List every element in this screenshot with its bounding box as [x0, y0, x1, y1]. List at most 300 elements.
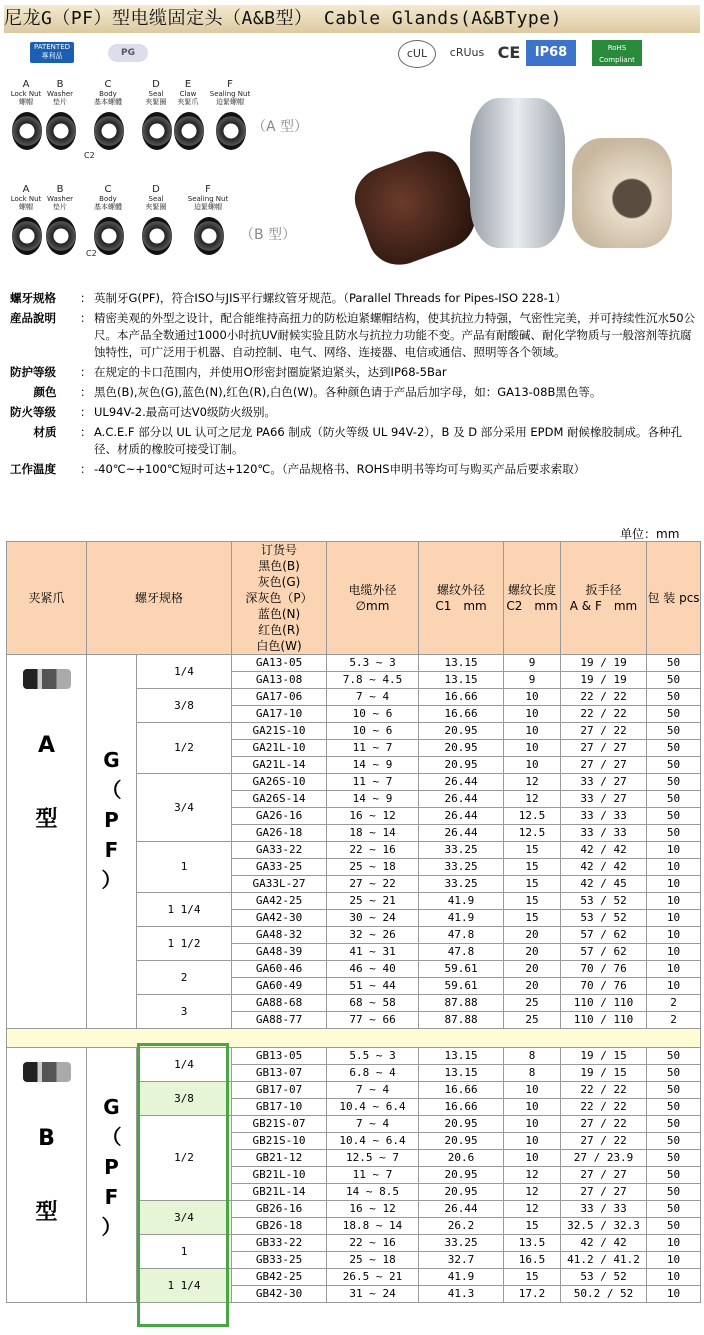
b-cell-5: 10 — [647, 1286, 701, 1303]
a-cell-2: 41.9 — [419, 893, 504, 910]
header-line: 灰色(G) — [257, 575, 301, 589]
a-cell-0: GA26S-14 — [232, 791, 327, 808]
spec-row-2 — [10, 364, 700, 381]
b-cell-0: GB13-05 — [232, 1048, 327, 1065]
a-cell-4: 42 / 45 — [561, 876, 647, 893]
b-claw-icon — [23, 1062, 71, 1082]
black-gland — [346, 142, 484, 274]
patented-badge: PATENTED 專利品 — [30, 42, 74, 63]
part-shape-F — [194, 217, 224, 255]
a-cell-1: 25 ~ 18 — [327, 859, 419, 876]
part-cn: 夾緊圈 — [145, 203, 167, 211]
a-cell-2: 26.44 — [419, 791, 504, 808]
a-cell-0: GA26S-10 — [232, 774, 327, 791]
a-cell-5: 50 — [647, 706, 701, 723]
a-cell-3: 15 — [504, 893, 561, 910]
gland-product-photo — [350, 88, 700, 278]
header-c2 — [504, 542, 561, 655]
a-cell-5: 50 — [647, 808, 701, 825]
a-cell-1: 27 ~ 22 — [327, 876, 419, 893]
b-cell-2: 26.2 — [419, 1218, 504, 1235]
part-en: Body — [99, 90, 117, 98]
spec-row-1 — [10, 310, 700, 361]
b-cell-0: GB21L-10 — [232, 1167, 327, 1184]
a-cell-1: 14 ~ 9 — [327, 757, 419, 774]
a-cell-5: 50 — [647, 791, 701, 808]
header-thread: 螺牙规格 — [87, 542, 232, 655]
b-cell-0: GB13-07 — [232, 1065, 327, 1082]
part-cn: 螺帽 — [19, 98, 33, 106]
a-cell-5: 50 — [647, 774, 701, 791]
part-cn: 夾緊爪 — [177, 98, 199, 106]
a-cell-2: 26.44 — [419, 825, 504, 842]
a-cell-2: 33.25 — [419, 876, 504, 893]
a-cell-4: 110 / 110 — [561, 1012, 647, 1029]
spec-row-0 — [10, 290, 700, 307]
a-cell-3: 25 — [504, 1012, 561, 1029]
a-thread-size: 3/4 — [137, 774, 232, 842]
a-cell-5: 10 — [647, 927, 701, 944]
a-claw-cell — [7, 655, 87, 1029]
b-cell-1: 16 ~ 12 — [327, 1201, 419, 1218]
part-letter: F — [227, 79, 233, 90]
spec-row-4 — [10, 404, 700, 421]
type-b-label: （B 型） — [240, 227, 297, 243]
a-cell-5: 10 — [647, 842, 701, 859]
part-letter: E — [184, 79, 192, 90]
part-en: Washer — [46, 195, 74, 203]
b-cell-4: 19 / 15 — [561, 1065, 647, 1082]
part-en: Washer — [46, 90, 74, 98]
b-cell-5: 50 — [647, 1150, 701, 1167]
b-type-name: B — [38, 1126, 55, 1151]
cul-logo: cUL — [398, 40, 436, 68]
b-cell-0: GB42-30 — [232, 1286, 327, 1303]
b-cell-4: 33 / 33 — [561, 1201, 647, 1218]
b-cell-2: 20.95 — [419, 1116, 504, 1133]
b-cell-2: 16.66 — [419, 1082, 504, 1099]
page-title: 尼龙G（PF）型电缆固定头（A&B型） Cable Glands(A&BType) — [4, 5, 700, 33]
a-cell-4: 33 / 27 — [561, 791, 647, 808]
b-cell-1: 11 ~ 7 — [327, 1167, 419, 1184]
a-cell-5: 10 — [647, 876, 701, 893]
a-cell-2: 87.88 — [419, 995, 504, 1012]
b-cell-3: 8 — [504, 1065, 561, 1082]
c2-label: C2 — [84, 151, 95, 160]
a-thread-size: 1 1/2 — [137, 927, 232, 961]
b-cell-3: 15 — [504, 1269, 561, 1286]
b-cell-5: 10 — [647, 1252, 701, 1269]
header-line: 红色(R) — [258, 623, 300, 637]
b-cell-3: 13.5 — [504, 1235, 561, 1252]
spec-colon: ： — [80, 385, 92, 399]
spec-row-6 — [10, 461, 700, 478]
spec-text: UL94V-2.最高可达V0级防火级别。 — [94, 405, 276, 419]
b-cell-4: 27 / 22 — [561, 1116, 647, 1133]
a-cell-2: 16.66 — [419, 689, 504, 706]
a-cell-0: GA17-06 — [232, 689, 327, 706]
b-cell-4: 27 / 23.9 — [561, 1150, 647, 1167]
b-cell-1: 26.5 ~ 21 — [327, 1269, 419, 1286]
b-cell-3: 10 — [504, 1082, 561, 1099]
ip68-logo: IP68 — [526, 40, 576, 66]
a-cell-0: GA33-25 — [232, 859, 327, 876]
spec-colon: ： — [80, 462, 92, 476]
part-cn: 螺帽 — [19, 203, 33, 211]
part-cn: 基本螺體 — [94, 203, 122, 211]
a-cell-1: 51 ~ 44 — [327, 978, 419, 995]
a-cell-2: 87.88 — [419, 1012, 504, 1029]
b-thread-size: 3/8 — [137, 1082, 232, 1116]
b-cell-3: 10 — [504, 1116, 561, 1133]
b-cell-2: 33.25 — [419, 1235, 504, 1252]
b-cell-5: 50 — [647, 1116, 701, 1133]
spec-label: 颜色 — [33, 385, 57, 399]
b-cell-2: 13.15 — [419, 1065, 504, 1082]
a-cell-1: 7.8 ~ 4.5 — [327, 672, 419, 689]
a-cell-2: 33.25 — [419, 842, 504, 859]
table-row — [7, 655, 701, 672]
ce-logo: CE — [497, 43, 521, 62]
b-cell-1: 7 ~ 4 — [327, 1116, 419, 1133]
b-cell-0: GB26-18 — [232, 1218, 327, 1235]
b-gpf-char: F — [104, 1185, 119, 1209]
rohs-logo: RoHS Compliant — [592, 40, 642, 66]
b-gpf-cell — [87, 1048, 137, 1303]
a-cell-5: 10 — [647, 910, 701, 927]
b-cell-5: 50 — [647, 1218, 701, 1235]
spec-colon: ： — [80, 425, 92, 439]
b-cell-0: GB21S-10 — [232, 1133, 327, 1150]
a-cell-5: 50 — [647, 757, 701, 774]
b-cell-0: GB21L-14 — [232, 1184, 327, 1201]
b-thread-size: 3/4 — [137, 1201, 232, 1235]
spec-table — [6, 541, 701, 1303]
b-thread-size: 1/4 — [137, 1048, 232, 1082]
b-cell-3: 15 — [504, 1218, 561, 1235]
a-cell-0: GA26-16 — [232, 808, 327, 825]
b-cell-3: 10 — [504, 1150, 561, 1167]
a-cell-5: 50 — [647, 672, 701, 689]
b-cell-1: 10.4 ~ 6.4 — [327, 1099, 419, 1116]
a-cell-4: 57 / 62 — [561, 944, 647, 961]
b-thread-size: 1/2 — [137, 1116, 232, 1201]
part-en: Seal — [148, 90, 164, 98]
a-cell-4: 27 / 22 — [561, 723, 647, 740]
part-letter: B — [56, 184, 64, 195]
part-shape-D — [142, 112, 172, 150]
b-cell-2: 26.44 — [419, 1201, 504, 1218]
spec-colon: ： — [80, 405, 92, 419]
b-gpf-char: ） — [101, 1215, 122, 1239]
a-cell-1: 10 ~ 6 — [327, 706, 419, 723]
b-claw-cell — [7, 1048, 87, 1303]
a-cell-0: GA33L-27 — [232, 876, 327, 893]
a-cell-0: GA48-39 — [232, 944, 327, 961]
a-cell-5: 50 — [647, 740, 701, 757]
b-cell-2: 20.6 — [419, 1150, 504, 1167]
a-cell-5: 10 — [647, 961, 701, 978]
a-cell-0: GA60-46 — [232, 961, 327, 978]
a-cell-3: 15 — [504, 910, 561, 927]
a-type-name: A — [37, 733, 56, 758]
b-cell-1: 12.5 ~ 7 — [327, 1150, 419, 1167]
a-gpf-char: P — [104, 808, 119, 832]
a-cell-3: 20 — [504, 978, 561, 995]
b-cell-3: 8 — [504, 1048, 561, 1065]
a-cell-1: 41 ~ 31 — [327, 944, 419, 961]
header-line: A & F mm — [569, 599, 638, 613]
part-cn: 夾緊圈 — [145, 98, 167, 106]
part-label-E — [166, 80, 210, 106]
a-cell-1: 11 ~ 7 — [327, 774, 419, 791]
b-type-name: 型 — [35, 1200, 58, 1225]
part-letter: D — [152, 79, 160, 90]
part-letter: A — [22, 79, 30, 90]
b-cell-5: 10 — [647, 1235, 701, 1252]
a-cell-3: 10 — [504, 723, 561, 740]
a-gpf-char: G — [103, 748, 120, 772]
header-line: C2 mm — [506, 599, 558, 613]
part-label-F — [186, 185, 230, 211]
a-cell-1: 7 ~ 4 — [327, 689, 419, 706]
a-thread-size: 1/4 — [137, 655, 232, 689]
a-cell-1: 5.3 ~ 3 — [327, 655, 419, 672]
header-cable-od — [327, 542, 419, 655]
part-letter: C — [104, 184, 112, 195]
a-cell-2: 26.44 — [419, 774, 504, 791]
a-cell-4: 110 / 110 — [561, 995, 647, 1012]
white-gland — [572, 138, 672, 248]
a-cell-0: GA88-77 — [232, 1012, 327, 1029]
b-cell-4: 22 / 22 — [561, 1099, 647, 1116]
a-gpf-char: （ — [101, 778, 122, 802]
a-cell-4: 33 / 33 — [561, 808, 647, 825]
a-cell-4: 33 / 27 — [561, 774, 647, 791]
b-cell-2: 16.66 — [419, 1099, 504, 1116]
table-row — [7, 1048, 701, 1065]
spec-label: 工作温度 — [10, 462, 56, 476]
rus-logo: cRUus — [449, 46, 485, 59]
b-cell-3: 16.5 — [504, 1252, 561, 1269]
part-cn: 基本螺體 — [94, 98, 122, 106]
type-a-label: （A 型） — [252, 119, 309, 135]
a-cell-2: 13.15 — [419, 672, 504, 689]
header-wrench — [561, 542, 647, 655]
a-cell-4: 33 / 33 — [561, 825, 647, 842]
a-cell-3: 15 — [504, 859, 561, 876]
b-cell-2: 32.7 — [419, 1252, 504, 1269]
part-cn: 垫片 — [53, 98, 67, 106]
spec-row-5 — [10, 424, 700, 458]
part-letter: B — [56, 79, 64, 90]
a-cell-3: 12 — [504, 774, 561, 791]
spec-text: -40℃~+100℃短时可达+120℃。（产品规格书、ROHS申明书等均可与购买产品后要求索取） — [94, 462, 586, 476]
a-cell-2: 20.95 — [419, 740, 504, 757]
a-thread-size: 1/2 — [137, 723, 232, 774]
b-cell-5: 50 — [647, 1048, 701, 1065]
a-cell-0: GA26-18 — [232, 825, 327, 842]
a-cell-0: GA21L-14 — [232, 757, 327, 774]
b-cell-2: 20.95 — [419, 1167, 504, 1184]
header-line: 蓝色(N) — [257, 607, 301, 621]
a-cell-3: 20 — [504, 944, 561, 961]
part-shape-B — [46, 112, 76, 150]
b-cell-2: 13.15 — [419, 1048, 504, 1065]
part-label-C — [86, 80, 130, 106]
part-shape-A — [12, 112, 42, 150]
a-cell-5: 50 — [647, 655, 701, 672]
unit-label: 单位：mm — [620, 527, 680, 541]
b-cell-2: 41.3 — [419, 1286, 504, 1303]
b-cell-2: 20.95 — [419, 1133, 504, 1150]
a-cell-0: GA42-25 — [232, 893, 327, 910]
b-cell-0: GB33-25 — [232, 1252, 327, 1269]
a-cell-2: 47.8 — [419, 944, 504, 961]
spec-colon: ： — [80, 291, 92, 305]
b-cell-2: 20.95 — [419, 1184, 504, 1201]
a-cell-4: 22 / 22 — [561, 689, 647, 706]
header-line: 黑色(B) — [258, 559, 300, 573]
part-shape-B — [46, 217, 76, 255]
spec-label: 防火等级 — [10, 405, 56, 419]
a-thread-size: 1 — [137, 842, 232, 893]
a-cell-4: 42 / 42 — [561, 859, 647, 876]
b-cell-5: 50 — [647, 1201, 701, 1218]
a-cell-4: 27 / 27 — [561, 757, 647, 774]
header-line: 螺纹外径 — [437, 583, 486, 597]
b-cell-1: 6.8 ~ 4 — [327, 1065, 419, 1082]
separator-cell — [7, 1029, 701, 1048]
a-cell-3: 10 — [504, 689, 561, 706]
b-cell-3: 12 — [504, 1201, 561, 1218]
a-thread-size: 2 — [137, 961, 232, 995]
header-line: 白色(W) — [256, 639, 302, 653]
b-cell-1: 22 ~ 16 — [327, 1235, 419, 1252]
b-cell-0: GB17-10 — [232, 1099, 327, 1116]
a-cell-3: 15 — [504, 876, 561, 893]
a-cell-0: GA48-32 — [232, 927, 327, 944]
b-cell-0: GB21-12 — [232, 1150, 327, 1167]
spec-text: 精密美观的外型之设计，配合能维持高扭力的防松迫紧螺帽结构，使其抗拉力特强，气密性完美，并可持续性沉水50公尺。本产品全数通过1000小时抗UV耐候实验且防水与抗拉力功能不变。产品有耐酸碱、耐化学物质与一般溶剂等抗腐蚀特性，可广泛用于机器、自动控制、电气、网络、连接器、电信或通信、照明等各个领域。 — [94, 311, 696, 359]
spec-label: 材质 — [33, 425, 57, 439]
a-cell-4: 42 / 42 — [561, 842, 647, 859]
a-cell-4: 53 / 52 — [561, 893, 647, 910]
part-en: Sealing Nut — [187, 195, 229, 203]
b-cell-5: 50 — [647, 1099, 701, 1116]
grey-gland — [470, 98, 565, 248]
a-cell-2: 16.66 — [419, 706, 504, 723]
header-line: ∅mm — [355, 599, 390, 613]
header-line: C1 mm — [435, 599, 487, 613]
a-cell-5: 2 — [647, 1012, 701, 1029]
b-cell-5: 50 — [647, 1133, 701, 1150]
b-cell-4: 53 / 52 — [561, 1269, 647, 1286]
a-cell-5: 2 — [647, 995, 701, 1012]
a-cell-0: GA13-08 — [232, 672, 327, 689]
b-cell-0: GB21S-07 — [232, 1116, 327, 1133]
header-pack: 包 装 pcs — [647, 542, 701, 655]
a-cell-4: 22 / 22 — [561, 706, 647, 723]
a-cell-3: 12.5 — [504, 825, 561, 842]
a-thread-size: 1 1/4 — [137, 893, 232, 927]
a-cell-1: 25 ~ 21 — [327, 893, 419, 910]
section-separator — [7, 1029, 701, 1048]
a-cell-1: 30 ~ 24 — [327, 910, 419, 927]
b-cell-1: 10.4 ~ 6.4 — [327, 1133, 419, 1150]
a-gpf-char: ） — [101, 868, 122, 892]
a-cell-3: 12 — [504, 791, 561, 808]
header-line: 深灰色（P） — [245, 591, 313, 605]
a-cell-2: 13.15 — [419, 655, 504, 672]
b-cell-4: 32.5 / 32.3 — [561, 1218, 647, 1235]
b-cell-4: 22 / 22 — [561, 1082, 647, 1099]
b-thread-size: 1 1/4 — [137, 1269, 232, 1303]
a-cell-2: 59.61 — [419, 978, 504, 995]
b-cell-0: GB33-22 — [232, 1235, 327, 1252]
part-cn: 迫緊螺帽 — [216, 98, 244, 106]
c2-label-b: C2 — [86, 249, 97, 258]
a-gpf-wrap — [87, 655, 136, 895]
b-cell-4: 19 / 15 — [561, 1048, 647, 1065]
a-cell-3: 12.5 — [504, 808, 561, 825]
b-cell-4: 50.2 / 52 — [561, 1286, 647, 1303]
a-cell-5: 50 — [647, 723, 701, 740]
a-cell-2: 26.44 — [419, 808, 504, 825]
a-cell-0: GA17-10 — [232, 706, 327, 723]
header-claw: 夹紧爪 — [7, 542, 87, 655]
a-cell-3: 15 — [504, 842, 561, 859]
a-cell-1: 22 ~ 16 — [327, 842, 419, 859]
a-cell-3: 20 — [504, 961, 561, 978]
b-cell-5: 50 — [647, 1065, 701, 1082]
spec-list — [10, 290, 700, 481]
b-cell-5: 50 — [647, 1167, 701, 1184]
pg-badge: PG — [108, 44, 148, 62]
header-c1 — [419, 542, 504, 655]
a-cell-5: 10 — [647, 893, 701, 910]
part-shape-F — [216, 112, 246, 150]
spec-text: 黑色(B),灰色(G),蓝色(N),红色(R),白色(W)。各种颜色请于产品后加字母，如：GA13-08B黑色等。 — [94, 385, 602, 399]
spec-colon: ： — [80, 311, 92, 325]
a-cell-1: 10 ~ 6 — [327, 723, 419, 740]
a-cell-2: 20.95 — [419, 757, 504, 774]
b-cell-5: 50 — [647, 1184, 701, 1201]
part-label-B — [38, 185, 82, 211]
b-cell-4: 27 / 27 — [561, 1184, 647, 1201]
b-gpf-wrap — [87, 1048, 136, 1242]
a-cell-5: 10 — [647, 859, 701, 876]
a-cell-0: GA21S-10 — [232, 723, 327, 740]
a-cell-5: 10 — [647, 944, 701, 961]
part-shape-E — [174, 112, 204, 150]
a-cell-3: 25 — [504, 995, 561, 1012]
part-letter: D — [152, 184, 160, 195]
b-cell-1: 14 ~ 8.5 — [327, 1184, 419, 1201]
a-cell-3: 9 — [504, 672, 561, 689]
a-cell-4: 53 / 52 — [561, 910, 647, 927]
a-cell-3: 10 — [504, 706, 561, 723]
b-cell-1: 31 ~ 24 — [327, 1286, 419, 1303]
a-cell-4: 70 / 76 — [561, 961, 647, 978]
spec-label: 防护等级 — [10, 365, 56, 379]
part-en: Body — [99, 195, 117, 203]
a-cell-2: 59.61 — [419, 961, 504, 978]
a-cell-0: GA21L-10 — [232, 740, 327, 757]
a-cell-4: 27 / 27 — [561, 740, 647, 757]
b-gpf-char: G — [103, 1095, 120, 1119]
part-label-C — [86, 185, 130, 211]
